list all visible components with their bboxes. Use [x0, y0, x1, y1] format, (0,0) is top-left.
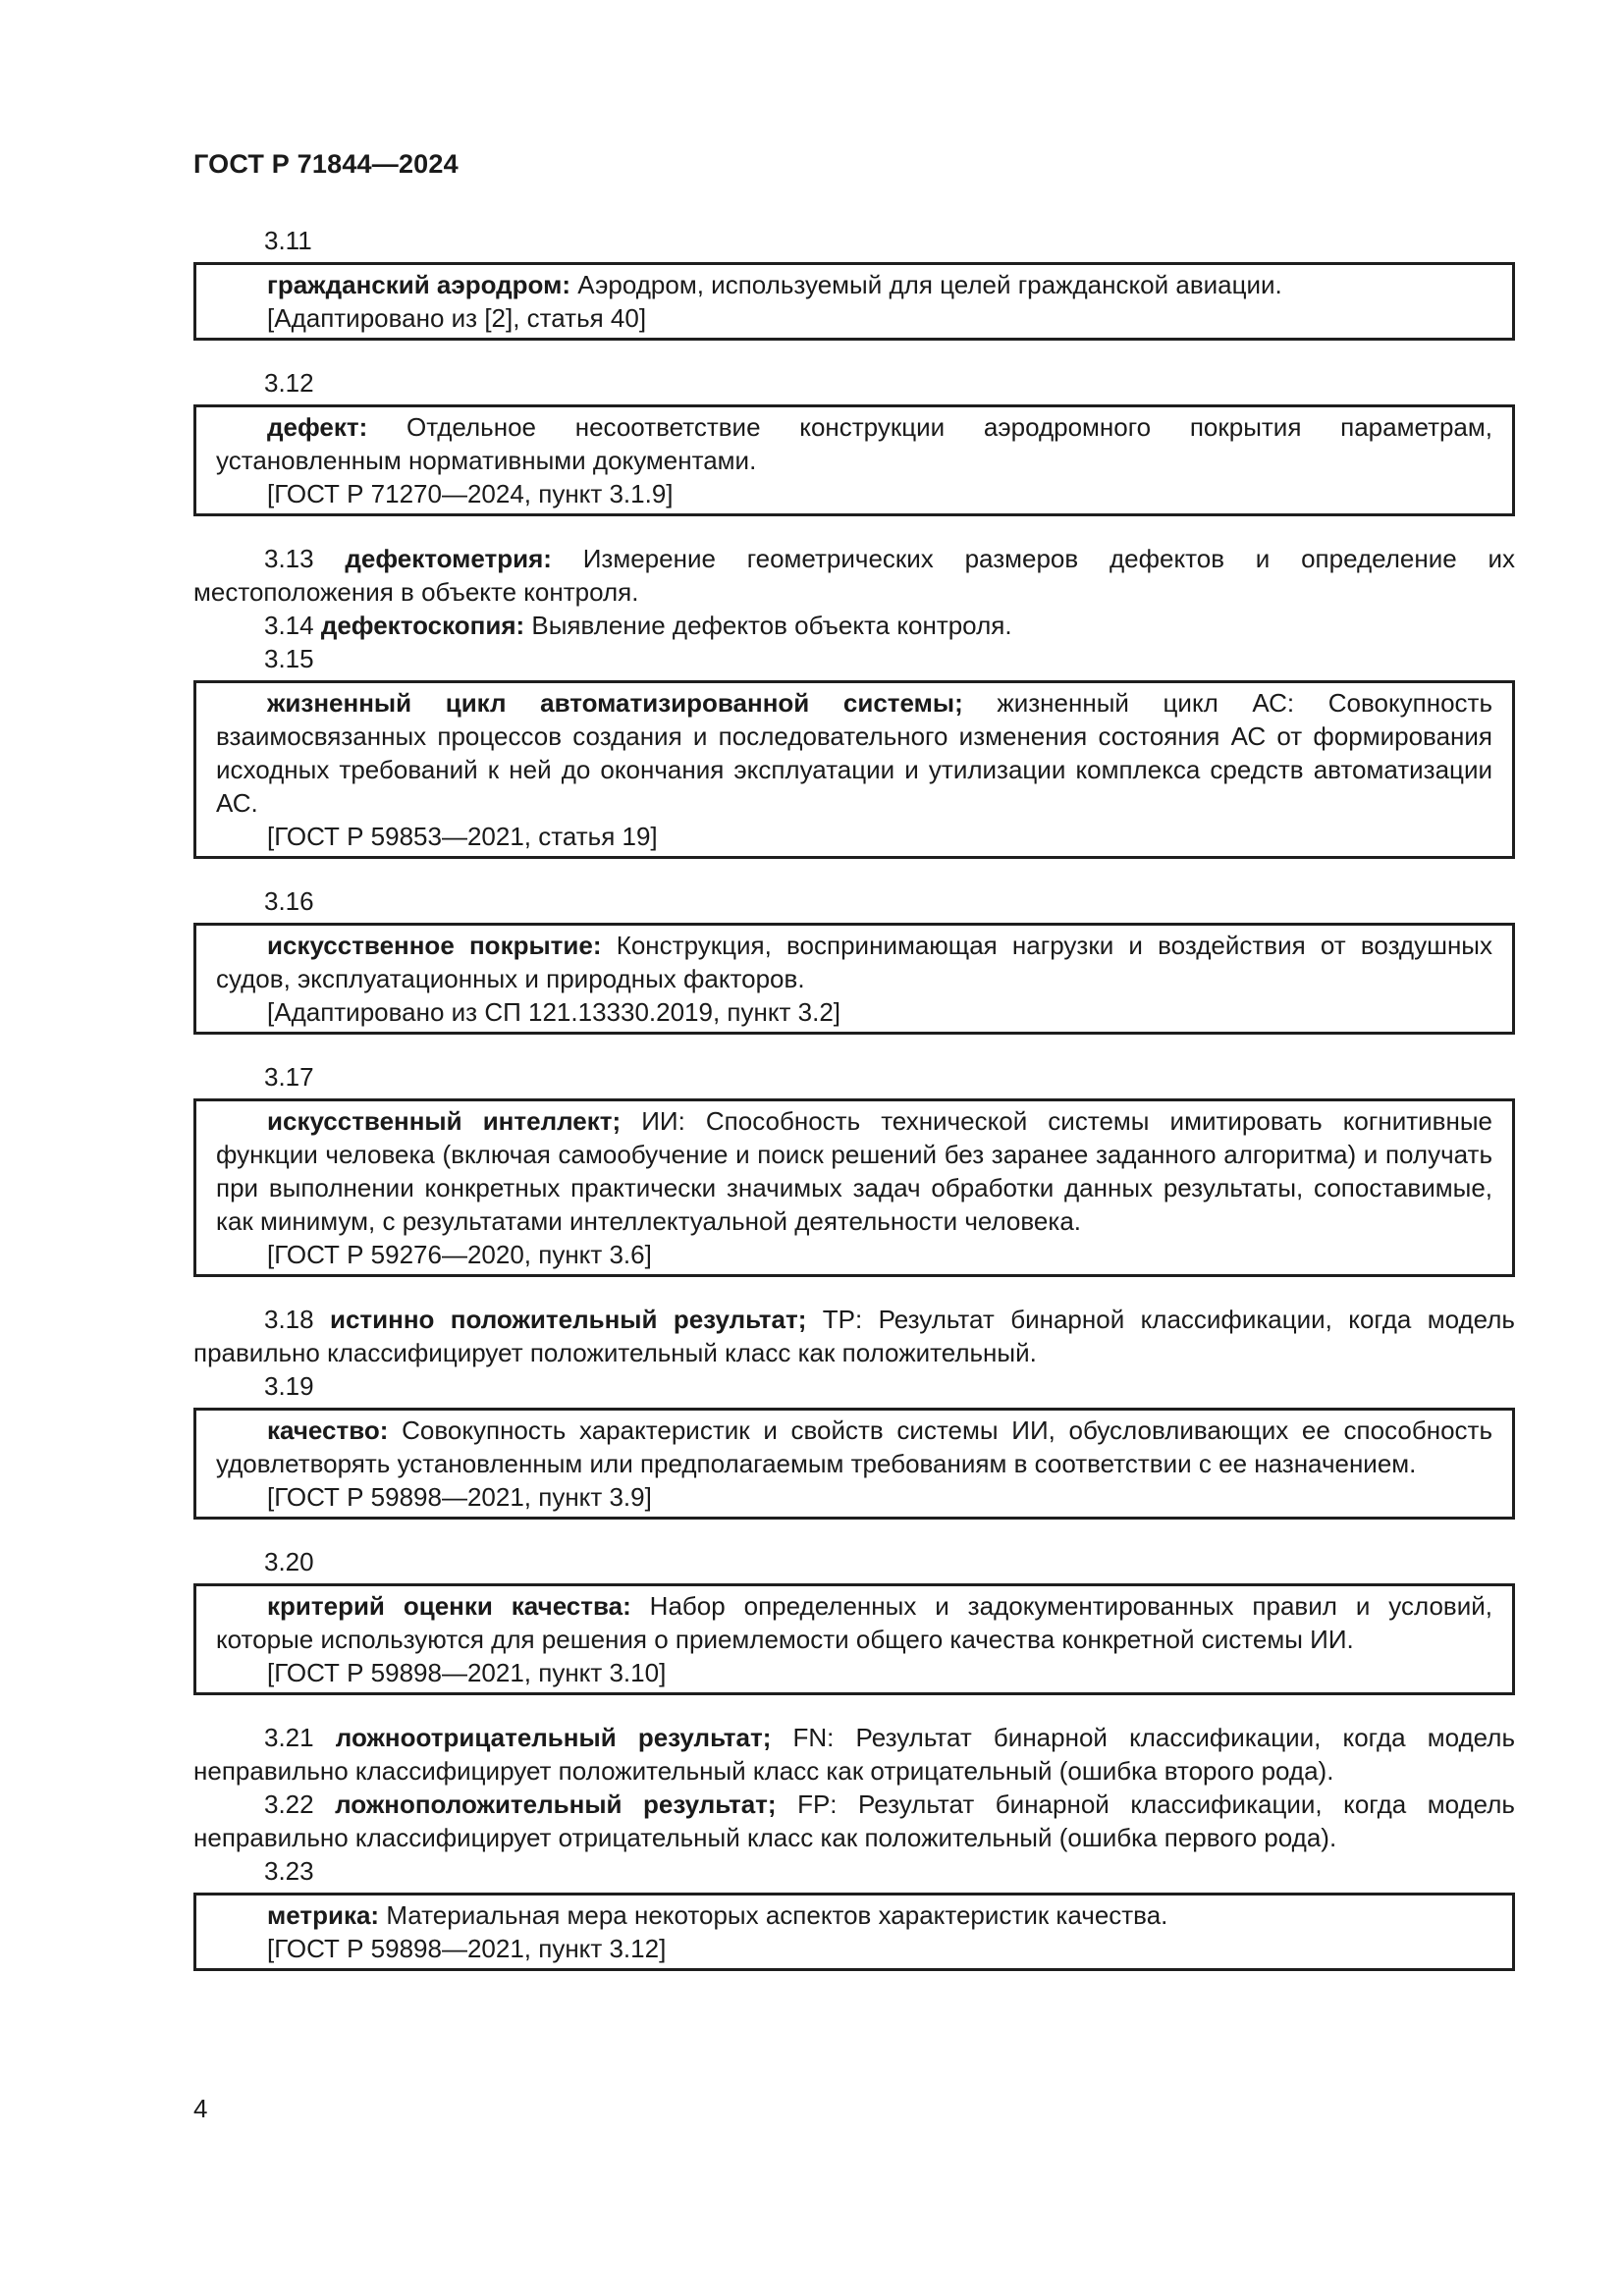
- term-definition: [216, 1104, 1492, 1238]
- term-name: жизненный цикл автоматизированной системы;: [267, 688, 963, 718]
- term-paragraph: [193, 1303, 1515, 1369]
- term-name: дефектоскопия:: [320, 611, 525, 640]
- term-name: метрика:: [267, 1900, 380, 1930]
- term-text: TP: Результат бинарной классификации, когда модель правильно классифицирует положительный класс как положительный.: [193, 1305, 1515, 1367]
- term-paragraph: [193, 1788, 1515, 1854]
- term-source: [ГОСТ Р 59276—2020, пункт 3.6]: [267, 1240, 652, 1269]
- definition-box: [193, 1583, 1515, 1695]
- term-text: FN: Результат бинарной классификации, когда модель неправильно классифицирует положительный класс как отрицательный (ошибка второго рода).: [193, 1723, 1515, 1786]
- term-paragraph: [193, 1721, 1515, 1788]
- term-definition: [216, 1898, 1492, 1932]
- definition-box: [193, 680, 1515, 859]
- page-number: 4: [193, 2094, 208, 2123]
- term-source: [ГОСТ Р 59898—2021, пункт 3.12]: [267, 1934, 667, 1963]
- term-number: 3.12: [264, 368, 314, 398]
- term-source: [ГОСТ Р 59853—2021, статья 19]: [267, 822, 658, 851]
- term-number: 3.20: [264, 1547, 314, 1576]
- term-name: искусственное покрытие:: [267, 931, 602, 960]
- term-paragraph: [193, 609, 1515, 642]
- standard-header: ГОСТ Р 71844—2024: [193, 149, 459, 179]
- term-definition: [216, 1414, 1492, 1480]
- term-definition: [216, 268, 1492, 301]
- term-name: дефектометрия:: [345, 544, 552, 573]
- term-text: Измерение геометрических размеров дефектов и определение их местоположения в объекте контроля.: [193, 544, 1515, 607]
- definition-box: [193, 923, 1515, 1035]
- term-definition: [216, 686, 1492, 820]
- term-name: качество:: [267, 1415, 389, 1445]
- term-number: 3.18: [264, 1305, 314, 1334]
- term-number: 3.17: [264, 1062, 314, 1092]
- term-text: жизненный цикл АС: Совокупность взаимосвязанных процессов создания и последовательного изменения состояния АС от формирования исходных требований к ней до окончания эксплуатации и утилизации комплекса средств автоматизации АС.: [216, 688, 1492, 818]
- definition-box: [193, 1408, 1515, 1520]
- term-text: Набор определенных и задокументированных правил и условий, которые используются для решения о приемлемости общего качества конкретной системы ИИ.: [216, 1591, 1492, 1654]
- term-number: 3.16: [264, 886, 314, 916]
- term-source: [ГОСТ Р 59898—2021, пункт 3.9]: [267, 1482, 652, 1512]
- definition-box: [193, 404, 1515, 516]
- term-name: ложноотрицательный результат;: [335, 1723, 772, 1752]
- term-text: Отдельное несоответствие конструкции аэродромного покрытия параметрам, установленным нормативными документами.: [216, 412, 1492, 475]
- term-name: искусственный интеллект;: [267, 1106, 622, 1136]
- terms-section: [193, 224, 1515, 1971]
- term-number: 3.22: [264, 1789, 314, 1819]
- definition-box: [193, 262, 1515, 341]
- term-source: [ГОСТ Р 59898—2021, пункт 3.10]: [267, 1658, 667, 1687]
- term-number: 3.19: [264, 1371, 314, 1401]
- term-text: Выявление дефектов объекта контроля.: [524, 611, 1012, 640]
- term-name: гражданский аэродром:: [267, 270, 570, 299]
- term-text: Аэродром, используемый для целей гражданской авиации.: [570, 270, 1282, 299]
- term-paragraph: [193, 542, 1515, 609]
- term-text: ИИ: Способность технической системы имитировать когнитивные функции человека (включая самообучение и поиск решений без заранее заданного алгоритма) и получать при выполнении конкретных практически значимых задач обработки данных результаты, сопоставимые, как минимум, с результатами интеллектуальной деятельности человека.: [216, 1106, 1492, 1236]
- term-number: 3.11: [264, 226, 312, 255]
- term-name: истинно положительный результат;: [329, 1305, 807, 1334]
- term-number: 3.15: [264, 644, 314, 673]
- term-definition: [216, 1589, 1492, 1656]
- term-definition: [216, 410, 1492, 477]
- term-text: Конструкция, воспринимающая нагрузки и воздействия от воздушных судов, эксплуатационных и природных факторов.: [216, 931, 1492, 993]
- term-number: 3.23: [264, 1856, 314, 1886]
- term-source: [ГОСТ Р 71270—2024, пункт 3.1.9]: [267, 479, 674, 508]
- definition-box: [193, 1098, 1515, 1277]
- term-source: [Адаптировано из СП 121.13330.2019, пункт 3.2]: [267, 997, 841, 1027]
- term-text: Совокупность характеристик и свойств системы ИИ, обусловливающих ее способность удовлетворять установленным или предполагаемым требованиям в соответствии с ее назначением.: [216, 1415, 1492, 1478]
- term-source: [Адаптировано из [2], статья 40]: [267, 303, 647, 333]
- term-name: критерий оценки качества:: [267, 1591, 631, 1621]
- term-text: Материальная мера некоторых аспектов характеристик качества.: [379, 1900, 1168, 1930]
- term-name: ложноположительный результат;: [335, 1789, 777, 1819]
- term-number: 3.14: [264, 611, 314, 640]
- term-number: 3.13: [264, 544, 314, 573]
- term-number: 3.21: [264, 1723, 314, 1752]
- definition-box: [193, 1893, 1515, 1971]
- term-name: дефект:: [267, 412, 368, 442]
- term-text: FP: Результат бинарной классификации, когда модель неправильно классифицирует отрицательный класс как положительный (ошибка первого рода).: [193, 1789, 1515, 1852]
- term-definition: [216, 929, 1492, 995]
